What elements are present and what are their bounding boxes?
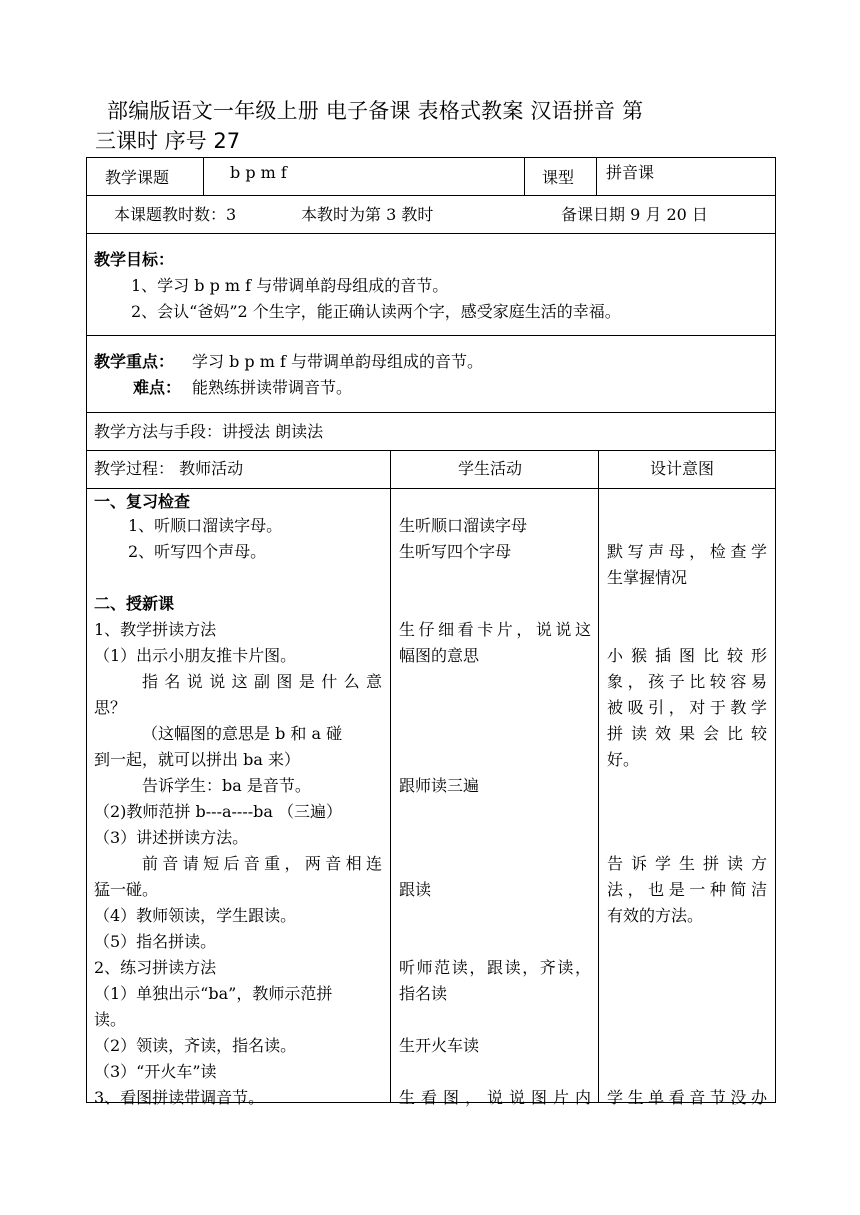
intent-line: 象，孩子比较容易 xyxy=(607,672,767,691)
student-line: 跟读 xyxy=(399,880,432,899)
student-line: 指名读 xyxy=(399,984,448,1003)
table-rule xyxy=(86,450,776,451)
objective-item: 2、会认“爸妈”2 个生字，能正确认读两个字，感受家庭生活的幸福。 xyxy=(131,302,621,321)
intent-line: 法，也是一种简洁 xyxy=(607,880,767,899)
intent-line: 告诉学生拼读方 xyxy=(607,854,767,873)
table-rule xyxy=(390,450,391,1103)
teacher-line: 读。 xyxy=(94,1010,127,1029)
teacher-line: 3、看图拼读带调音节。 xyxy=(94,1088,265,1107)
intent-line: 默写声母，检查学 xyxy=(607,542,767,561)
teacher-line: 1、教学拼读方法 xyxy=(94,620,217,639)
table-rule xyxy=(86,195,776,196)
type-value: 拼音课 xyxy=(606,163,655,182)
type-label: 课型 xyxy=(542,168,575,187)
student-line: 生看图，说说图片内 xyxy=(399,1088,591,1107)
prep-date: 备课日期 9 月 20 日 xyxy=(561,205,708,224)
topic-value: b p m f xyxy=(230,163,287,182)
teacher-line: （2)教师范拼 b---a----ba （三遍） xyxy=(94,802,343,821)
teacher-line: 到一起，就可以拼出 ba 来） xyxy=(94,750,300,769)
table-rule xyxy=(86,157,87,1103)
teacher-line: 告诉学生：ba 是音节。 xyxy=(142,776,311,795)
intent-line: 拼读效果会比较 xyxy=(607,724,767,743)
table-rule xyxy=(596,157,597,195)
intent-line: 学生单看音节没办 xyxy=(607,1088,767,1107)
teacher-line: 思？ xyxy=(94,698,127,717)
difficulty-text: 能熟练拼读带调音节。 xyxy=(192,378,353,397)
teacher-line: （3）“开火车”读 xyxy=(94,1062,217,1081)
difficulty-label: 难点： xyxy=(133,378,182,397)
intent-line: 被吸引，对于教学 xyxy=(607,698,767,717)
intent-line: 好。 xyxy=(607,750,640,769)
process-header-intent: 设计意图 xyxy=(650,459,715,478)
table-rule xyxy=(86,157,776,158)
student-line: 生开火车读 xyxy=(399,1036,480,1055)
table-rule xyxy=(86,233,776,234)
teacher-line: 一、复习检查 xyxy=(94,492,191,511)
intent-line: 有效的方法。 xyxy=(607,906,704,925)
title-line-1: 部编版语文一年级上册 电子备课 表格式教案 汉语拼音 第 xyxy=(107,99,644,123)
table-rule xyxy=(86,335,776,336)
student-line: 跟师读三遍 xyxy=(399,776,480,795)
objectives-label: 教学目标： xyxy=(94,250,175,269)
title-line-2: 三课时 序号 27 xyxy=(95,129,241,153)
key-points-text: 学习 b p m f 与带调单韵母组成的音节。 xyxy=(192,352,484,371)
teacher-line: （1）出示小朋友推卡片图。 xyxy=(94,646,297,665)
student-line: 生听写四个字母 xyxy=(399,542,512,561)
teacher-line: （3）讲述拼读方法。 xyxy=(94,828,249,847)
student-line: 生仔细看卡片，说说这 xyxy=(399,620,591,639)
document-title xyxy=(95,96,775,156)
topic-label: 教学课题 xyxy=(105,168,170,187)
methods-text: 教学方法与手段：讲授法 朗读法 xyxy=(94,422,324,441)
teacher-line: （5）指名拼读。 xyxy=(94,932,217,951)
total-hours: 本课题教时数：3 xyxy=(114,205,237,224)
student-line: 幅图的意思 xyxy=(399,646,480,665)
teacher-line: （这幅图的意思是 b 和 a 碰 xyxy=(142,724,343,743)
table-rule xyxy=(86,412,776,413)
objective-item: 1、学习 b p m f 与带调单韵母组成的音节。 xyxy=(131,276,449,295)
process-header-student: 学生活动 xyxy=(458,459,523,478)
table-rule xyxy=(598,450,599,1103)
process-header-teacher: 教学过程： 教师活动 xyxy=(94,459,244,478)
teacher-line: 1、听顺口溜读字母。 xyxy=(128,516,283,535)
teacher-line: （2）领读，齐读，指名读。 xyxy=(94,1036,297,1055)
teacher-line: （1）单独出示“ba”，教师示范拼 xyxy=(94,984,333,1003)
teacher-line: （4）教师领读，学生跟读。 xyxy=(94,906,297,925)
teacher-line: 前音请短后音重，两音相连 xyxy=(142,854,382,873)
teacher-line: 二、授新课 xyxy=(94,594,175,613)
table-rule xyxy=(775,157,776,1103)
teacher-line: 猛一碰。 xyxy=(94,880,159,899)
student-line: 听师范读，跟读，齐读， xyxy=(399,958,591,977)
lesson-plan-table xyxy=(86,157,776,1107)
table-rule xyxy=(203,157,204,195)
intent-line: 生掌握情况 xyxy=(607,568,688,587)
table-rule xyxy=(524,157,525,195)
key-points-label: 教学重点： xyxy=(94,352,175,371)
this-hour: 本教时为第 3 教时 xyxy=(301,205,434,224)
teacher-line: 2、练习拼读方法 xyxy=(94,958,217,977)
teacher-line: 指名说说这副图是什么意 xyxy=(142,672,382,691)
student-line: 生听顺口溜读字母 xyxy=(399,516,528,535)
intent-line: 小猴插图比较形 xyxy=(607,646,767,665)
teacher-line: 2、听写四个声母。 xyxy=(128,542,267,561)
